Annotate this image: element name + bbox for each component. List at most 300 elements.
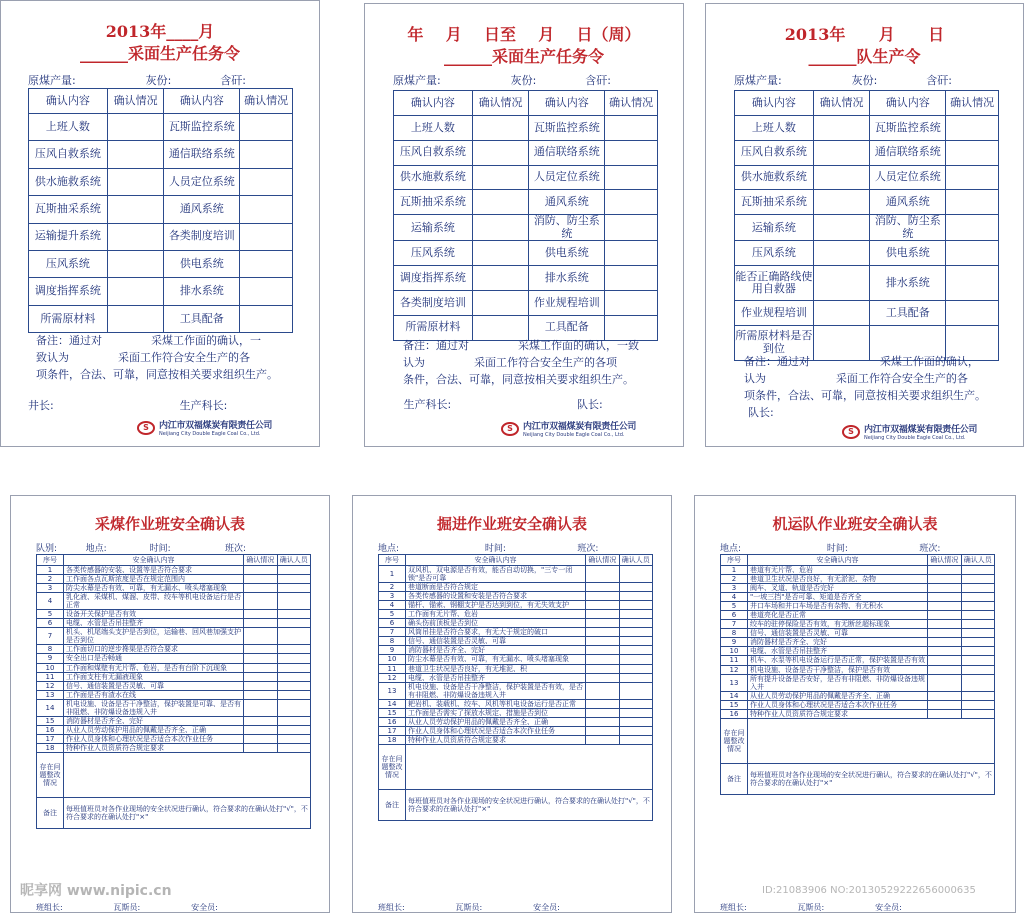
item-content: 工作面支柱有无漏液现象 (64, 672, 244, 681)
confirm-person-cell[interactable] (619, 610, 653, 619)
confirm-status-cell[interactable] (928, 593, 962, 602)
confirm-item: 通风系统 (529, 190, 605, 215)
item-number: 6 (379, 619, 406, 628)
confirm-status-cell[interactable] (586, 583, 620, 592)
confirm-person-cell[interactable] (961, 629, 995, 638)
confirm-status-cell[interactable] (240, 223, 293, 250)
eagle-icon: S (501, 422, 519, 436)
confirm-status-cell[interactable] (928, 584, 962, 593)
item-number: 18 (37, 743, 64, 752)
confirm-status-cell[interactable] (107, 168, 164, 195)
confirm-person-cell[interactable] (619, 726, 653, 735)
table-row (721, 602, 995, 611)
confirm-item: 供水施救系统 (29, 168, 108, 195)
item-content: 工作面有无片帮、危岩 (406, 610, 586, 619)
confirm-status-cell[interactable] (605, 215, 658, 241)
confirm-person-cell[interactable] (277, 725, 311, 734)
confirm-status-cell[interactable] (928, 629, 962, 638)
confirm-item: 瓦斯抽采系统 (394, 190, 473, 215)
item-content: 电缆、水管是否吊挂整齐 (64, 619, 244, 628)
issues-row (379, 744, 653, 789)
sheet-title-line1: 年 月 日至 月 日（周） (407, 25, 641, 44)
confirm-person-cell[interactable] (961, 656, 995, 665)
confirm-person-cell[interactable] (961, 638, 995, 647)
confirm-item: 通风系统 (164, 196, 240, 223)
confirm-person-cell[interactable] (277, 566, 311, 575)
item-content: 作业人员身体和心理状况是否适合本次作业任务 (64, 734, 244, 743)
confirm-status-cell[interactable] (605, 266, 658, 291)
header-cell: 确认情况 (813, 91, 870, 116)
confirm-status-cell[interactable] (928, 602, 962, 611)
confirm-person-cell[interactable] (277, 734, 311, 743)
item-content: 锚杆、锚索、钢棚支护是否达到到位，有无失效支护 (406, 601, 586, 610)
task-order-sheet-1 (0, 0, 320, 447)
confirm-person-cell[interactable] (961, 584, 995, 593)
table-row (379, 619, 653, 628)
header-cell: 确认情况 (244, 555, 278, 566)
confirm-person-cell[interactable] (277, 610, 311, 619)
item-content: 消防器材是否齐全、完好 (406, 646, 586, 655)
eagle-icon: S (137, 421, 155, 435)
confirm-status-cell[interactable] (244, 566, 278, 575)
confirm-person-cell[interactable] (961, 620, 995, 629)
confirm-status-cell[interactable] (244, 575, 278, 584)
confirm-person-cell[interactable] (619, 735, 653, 744)
confirm-table (28, 88, 293, 333)
confirm-person-cell[interactable] (277, 716, 311, 725)
confirm-status-cell[interactable] (244, 610, 278, 619)
confirm-item: 压风自救系统 (735, 140, 814, 165)
confirm-person-cell[interactable] (961, 665, 995, 674)
table-row (37, 610, 311, 619)
confirm-status-cell[interactable] (946, 140, 999, 165)
confirm-status-cell[interactable] (107, 250, 164, 277)
item-content: 机头、机尾端头支护是否到位，运输巷、回风巷加强支护是否到位 (64, 628, 244, 645)
table-row (29, 278, 293, 305)
confirm-status-cell[interactable] (813, 165, 870, 190)
table-header-row (721, 555, 995, 566)
confirm-person-cell[interactable] (961, 674, 995, 691)
item-content: 双风机、双电源是否有效，能否自动切换，"三专一闭锁"是否可靠 (406, 566, 586, 583)
table-row (29, 114, 293, 141)
remarks-row (37, 797, 311, 828)
confirm-person-cell[interactable] (619, 655, 653, 664)
remarks-row (721, 763, 995, 794)
logo-english-name: Neijiang City Double Eagle Coal Co., Ltd. (864, 435, 966, 441)
table-row (721, 691, 995, 700)
tunneling-safety-sheet (352, 495, 672, 913)
confirm-status-cell[interactable] (472, 266, 529, 291)
item-number: 4 (37, 593, 64, 610)
issues-cell[interactable] (748, 718, 995, 763)
item-number: 14 (379, 699, 406, 708)
item-content: 防尘水幕是否有效、可靠，有无漏水、喷头堵塞现象 (406, 655, 586, 664)
confirm-person-cell[interactable] (961, 709, 995, 718)
item-number: 1 (379, 566, 406, 583)
confirm-person-cell[interactable] (619, 708, 653, 717)
confirm-status-cell[interactable] (586, 682, 620, 699)
confirm-person-cell[interactable] (619, 601, 653, 610)
confirm-person-cell[interactable] (619, 646, 653, 655)
remarks-note: 备注：通过对 采煤工作面的确认，一致 认为 采面工作符合安全生产的各项 条件，合法、可靠，同意按相关要求组织生产。 (403, 339, 639, 386)
confirm-status-cell[interactable] (813, 215, 870, 241)
table-row (37, 663, 311, 672)
confirm-status-cell[interactable] (107, 141, 164, 168)
confirm-item: 运输提升系统 (29, 223, 108, 250)
confirm-status-cell[interactable] (472, 291, 529, 316)
confirm-status-cell[interactable] (586, 726, 620, 735)
item-number: 15 (379, 708, 406, 717)
issues-cell[interactable] (64, 752, 311, 797)
item-number: 17 (379, 726, 406, 735)
confirm-status-cell[interactable] (946, 301, 999, 326)
confirm-status-cell[interactable] (244, 628, 278, 645)
confirm-person-cell[interactable] (961, 566, 995, 575)
item-number: 5 (37, 610, 64, 619)
confirm-person-cell[interactable] (619, 566, 653, 583)
confirm-person-cell[interactable] (277, 619, 311, 628)
confirm-status-cell[interactable] (244, 681, 278, 690)
confirm-status-cell[interactable] (586, 637, 620, 646)
item-number: 3 (37, 584, 64, 593)
item-content: 从业人员劳动保护用品的佩戴是否齐全、正确 (64, 725, 244, 734)
confirm-status-cell[interactable] (605, 116, 658, 141)
item-number: 13 (721, 674, 748, 691)
table-row (29, 305, 293, 332)
item-number: 14 (721, 691, 748, 700)
table-row (379, 610, 653, 619)
confirm-status-cell[interactable] (928, 656, 962, 665)
confirm-status-cell[interactable] (472, 140, 529, 165)
item-content: 设备开关保护是否有效 (64, 610, 244, 619)
confirm-status-cell[interactable] (586, 673, 620, 682)
remarks-label: 备注 (379, 789, 406, 820)
confirm-person-cell[interactable] (277, 593, 311, 610)
remarks-text: 每班值班员对各作业现场的安全状况进行确认，符合要求的在确认处打"√"，不符合要求的在确认处打"×" (406, 789, 653, 820)
confirm-status-cell[interactable] (107, 278, 164, 305)
item-number: 1 (37, 566, 64, 575)
table-row (29, 196, 293, 223)
confirm-status-cell[interactable] (472, 190, 529, 215)
confirm-status-cell[interactable] (240, 196, 293, 223)
confirm-status-cell[interactable] (946, 215, 999, 241)
confirm-status-cell[interactable] (244, 699, 278, 716)
table-row (379, 708, 653, 717)
confirm-status-cell[interactable] (813, 140, 870, 165)
confirm-status-cell[interactable] (244, 725, 278, 734)
item-content: 从业人员劳动保护用品的佩戴是否齐全、正确 (748, 691, 928, 700)
confirm-status-cell[interactable] (586, 592, 620, 601)
confirm-item: 通信联络系统 (870, 140, 946, 165)
confirm-status-cell[interactable] (244, 654, 278, 663)
table-row (37, 734, 311, 743)
confirm-status-cell[interactable] (813, 266, 870, 301)
table-row (735, 140, 999, 165)
confirm-status-cell[interactable] (813, 116, 870, 141)
item-content: 信号、通信装置是否灵敏、可靠 (64, 681, 244, 690)
item-content: 特种作业人员资质符合规定要求 (748, 709, 928, 718)
item-number: 13 (37, 690, 64, 699)
confirm-status-cell[interactable] (244, 716, 278, 725)
table-row (379, 726, 653, 735)
confirm-status-cell[interactable] (244, 743, 278, 752)
confirm-status-cell[interactable] (244, 672, 278, 681)
confirm-person-cell[interactable] (277, 654, 311, 663)
confirm-status-cell[interactable] (586, 708, 620, 717)
remarks-label: 备注 (37, 797, 64, 828)
confirm-status-cell[interactable] (244, 645, 278, 654)
confirm-status-cell[interactable] (586, 601, 620, 610)
confirm-status-cell[interactable] (240, 168, 293, 195)
confirm-status-cell[interactable] (240, 278, 293, 305)
confirm-item: 所需原材料 (29, 305, 108, 332)
confirm-status-cell[interactable] (244, 619, 278, 628)
sheet-meta: 地点: 时间: 班次: (378, 544, 599, 554)
table-row (37, 672, 311, 681)
confirm-item: 人员定位系统 (164, 168, 240, 195)
confirm-status-cell[interactable] (107, 223, 164, 250)
item-content: 所有提升设备是否安好，是否有非阻燃、非防爆设备违规入井 (748, 674, 928, 691)
table-row (379, 628, 653, 637)
confirm-person-cell[interactable] (619, 628, 653, 637)
item-number: 16 (379, 717, 406, 726)
confirm-item: 瓦斯监控系统 (870, 116, 946, 141)
confirm-status-cell[interactable] (605, 165, 658, 190)
confirm-person-cell[interactable] (277, 663, 311, 672)
item-content: 各类传感器的安装、设置等是否符合要求 (64, 566, 244, 575)
confirm-person-cell[interactable] (961, 611, 995, 620)
confirm-status-cell[interactable] (472, 215, 529, 241)
confirm-status-cell[interactable] (813, 241, 870, 266)
confirm-item: 工具配备 (164, 305, 240, 332)
item-content: 作业人员身体和心理状况是否适合本次作业任务 (748, 700, 928, 709)
item-number: 9 (721, 638, 748, 647)
confirm-person-cell[interactable] (619, 673, 653, 682)
table-row (29, 141, 293, 168)
confirm-status-cell[interactable] (472, 165, 529, 190)
table-row (721, 593, 995, 602)
item-content: 消防器材是否齐全、完好 (748, 638, 928, 647)
item-content: 电缆、水管是否吊挂整齐 (406, 673, 586, 682)
confirm-status-cell[interactable] (107, 114, 164, 141)
confirm-status-cell[interactable] (586, 655, 620, 664)
confirm-status-cell[interactable] (928, 700, 962, 709)
table-header-row (379, 555, 653, 566)
task-order-sheet-2 (364, 3, 684, 447)
confirm-status-cell[interactable] (586, 717, 620, 726)
confirm-status-cell[interactable] (240, 141, 293, 168)
table-row (394, 190, 658, 215)
confirm-item: 压风系统 (394, 241, 473, 266)
item-number: 5 (379, 610, 406, 619)
table-row (721, 611, 995, 620)
confirm-status-cell[interactable] (244, 593, 278, 610)
item-number: 11 (37, 672, 64, 681)
confirm-person-cell[interactable] (619, 637, 653, 646)
confirm-status-cell[interactable] (107, 196, 164, 223)
confirm-person-cell[interactable] (277, 628, 311, 645)
confirm-person-cell[interactable] (961, 691, 995, 700)
item-number: 8 (721, 629, 748, 638)
confirm-status-cell[interactable] (928, 620, 962, 629)
mining-safety-sheet (10, 495, 330, 913)
sheet-title: 采煤作业班安全确认表 (94, 515, 245, 533)
confirm-status-cell[interactable] (928, 665, 962, 674)
confirm-item: 压风自救系统 (394, 140, 473, 165)
confirm-status-cell[interactable] (240, 250, 293, 277)
confirm-item: 瓦斯抽采系统 (735, 190, 814, 215)
confirm-status-cell[interactable] (586, 735, 620, 744)
confirm-status-cell[interactable] (472, 116, 529, 141)
confirm-status-cell[interactable] (605, 291, 658, 316)
item-number: 6 (37, 619, 64, 628)
table-row (721, 566, 995, 575)
confirm-status-cell[interactable] (605, 241, 658, 266)
confirm-person-cell[interactable] (277, 575, 311, 584)
confirm-status-cell[interactable] (107, 305, 164, 332)
confirm-status-cell[interactable] (244, 584, 278, 593)
table-row (721, 575, 995, 584)
item-number: 10 (379, 655, 406, 664)
table-row (721, 709, 995, 718)
confirm-status-cell[interactable] (928, 575, 962, 584)
confirm-person-cell[interactable] (277, 681, 311, 690)
confirm-person-cell[interactable] (619, 664, 653, 673)
confirm-status-cell[interactable] (813, 301, 870, 326)
item-content: 工作面和煤壁有无片帮、危岩，是否有台阶下沉现象 (64, 663, 244, 672)
confirm-person-cell[interactable] (619, 699, 653, 708)
item-number: 3 (379, 592, 406, 601)
confirm-person-cell[interactable] (961, 575, 995, 584)
confirm-person-cell[interactable] (961, 647, 995, 656)
confirm-person-cell[interactable] (619, 619, 653, 628)
confirm-status-cell[interactable] (244, 734, 278, 743)
sheet-meta: 地点: 时间: 班次: (720, 544, 941, 554)
transport-safety-sheet (694, 495, 1016, 913)
table-row (37, 575, 311, 584)
confirm-status-cell[interactable] (586, 664, 620, 673)
table-row (37, 628, 311, 645)
table-row (379, 682, 653, 699)
confirm-status-cell[interactable] (928, 691, 962, 700)
table-row (379, 566, 653, 583)
table-row (379, 583, 653, 592)
item-content: 消防器材是否齐全、完好 (64, 716, 244, 725)
confirm-person-cell[interactable] (961, 593, 995, 602)
table-row (379, 646, 653, 655)
item-number: 7 (37, 628, 64, 645)
confirm-status-cell[interactable] (586, 619, 620, 628)
confirm-item: 供电系统 (164, 250, 240, 277)
confirm-item: 作业规程培训 (529, 291, 605, 316)
confirm-status-cell[interactable] (586, 646, 620, 655)
confirm-person-cell[interactable] (277, 743, 311, 752)
table-row (37, 654, 311, 663)
confirm-status-cell[interactable] (946, 241, 999, 266)
item-number: 17 (37, 734, 64, 743)
confirm-status-cell[interactable] (928, 647, 962, 656)
confirm-status-cell[interactable] (240, 114, 293, 141)
safety-table (36, 554, 311, 829)
confirm-status-cell[interactable] (928, 638, 962, 647)
header-cell: 确认情况 (586, 555, 620, 566)
confirm-item: 上班人数 (394, 116, 473, 141)
confirm-status-cell[interactable] (946, 116, 999, 141)
header-cell: 确认情况 (240, 89, 293, 114)
confirm-status-cell[interactable] (946, 190, 999, 215)
header-cell: 确认人员 (619, 555, 653, 566)
confirm-item: 调度指挥系统 (29, 278, 108, 305)
header-cell: 确认内容 (529, 91, 605, 116)
confirm-item: 运输系统 (735, 215, 814, 241)
header-cell: 安全确认内容 (748, 555, 928, 566)
table-row (37, 593, 311, 610)
confirm-item: 瓦斯监控系统 (529, 116, 605, 141)
confirm-status-cell[interactable] (586, 610, 620, 619)
issues-cell[interactable] (406, 744, 653, 789)
confirm-status-cell[interactable] (946, 266, 999, 301)
confirm-status-cell[interactable] (586, 566, 620, 583)
table-row (735, 116, 999, 141)
confirm-person-cell[interactable] (619, 583, 653, 592)
confirm-status-cell[interactable] (586, 699, 620, 708)
confirm-status-cell[interactable] (605, 190, 658, 215)
confirm-person-cell[interactable] (619, 592, 653, 601)
confirm-person-cell[interactable] (277, 645, 311, 654)
confirm-status-cell[interactable] (928, 674, 962, 691)
table-row (721, 638, 995, 647)
confirm-person-cell[interactable] (277, 690, 311, 699)
confirm-person-cell[interactable] (619, 682, 653, 699)
confirm-status-cell[interactable] (586, 628, 620, 637)
confirm-item: 通风系统 (870, 190, 946, 215)
confirm-status-cell[interactable] (946, 165, 999, 190)
confirm-status-cell[interactable] (244, 690, 278, 699)
signature-line: 队长: (706, 406, 774, 419)
confirm-person-cell[interactable] (961, 700, 995, 709)
confirm-person-cell[interactable] (961, 602, 995, 611)
item-content: 机电设施、设备是否干净整洁，保护是否有效 (748, 665, 928, 674)
sheet-title-line2: ______队生产令 (808, 47, 921, 66)
confirm-item: 运输系统 (394, 215, 473, 241)
table-row (379, 601, 653, 610)
item-content: 工作面各点瓦斯浓度是否在规定范围内 (64, 575, 244, 584)
confirm-person-cell[interactable] (619, 717, 653, 726)
table-row (379, 592, 653, 601)
item-number: 8 (379, 637, 406, 646)
confirm-status-cell[interactable] (605, 140, 658, 165)
confirm-status-cell[interactable] (928, 709, 962, 718)
confirm-person-cell[interactable] (277, 672, 311, 681)
item-number: 1 (721, 566, 748, 575)
confirm-person-cell[interactable] (277, 584, 311, 593)
issues-row (721, 718, 995, 763)
confirm-status-cell[interactable] (472, 241, 529, 266)
item-content: 从业人员劳动保护用品的佩戴是否齐全、正确 (406, 717, 586, 726)
output-fields: 原煤产量: 灰份: 含矸: (734, 74, 953, 87)
confirm-status-cell[interactable] (928, 611, 962, 620)
confirm-status-cell[interactable] (928, 566, 962, 575)
confirm-status-cell[interactable] (240, 305, 293, 332)
item-content: 巷道亮化是否正常 (748, 611, 928, 620)
table-row (37, 743, 311, 752)
confirm-person-cell[interactable] (277, 699, 311, 716)
item-content: "一坡三挡"是否可靠、矩道是否齐全 (748, 593, 928, 602)
confirm-status-cell[interactable] (813, 190, 870, 215)
table-row (37, 619, 311, 628)
confirm-item: 作业规程培训 (735, 301, 814, 326)
confirm-status-cell[interactable] (244, 663, 278, 672)
